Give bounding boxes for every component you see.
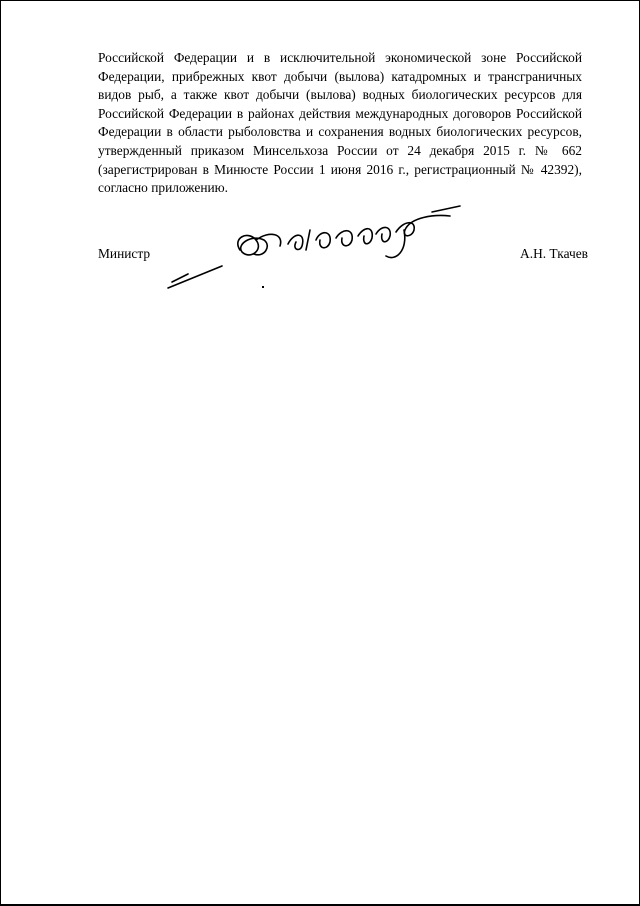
signatory-name: А.Н. Ткачев <box>520 246 588 261</box>
body-paragraph: Российской Федерации и в исключительной экономической зоне Российской Федерации, прибрежных квот добычи (вылова) катадромных и трансграничных видов рыб, а также квот добычи (вылова) водных биологических ресурсов для Российской Федерации в районах действия международных договоров Российской Федерации в области рыболовства и сохранения водных биологических ресурсов, утвержденный приказом Минсельхоза России от 24 декабря 2015 г. № 662 (зарегистрирован в Минюсте России 1 июня 2016 г., регистрационный № 42392), согласно приложению. <box>98 50 582 196</box>
scan-speck <box>262 286 264 288</box>
signatory-title: Министр <box>98 246 151 261</box>
handwritten-signature <box>160 200 490 300</box>
